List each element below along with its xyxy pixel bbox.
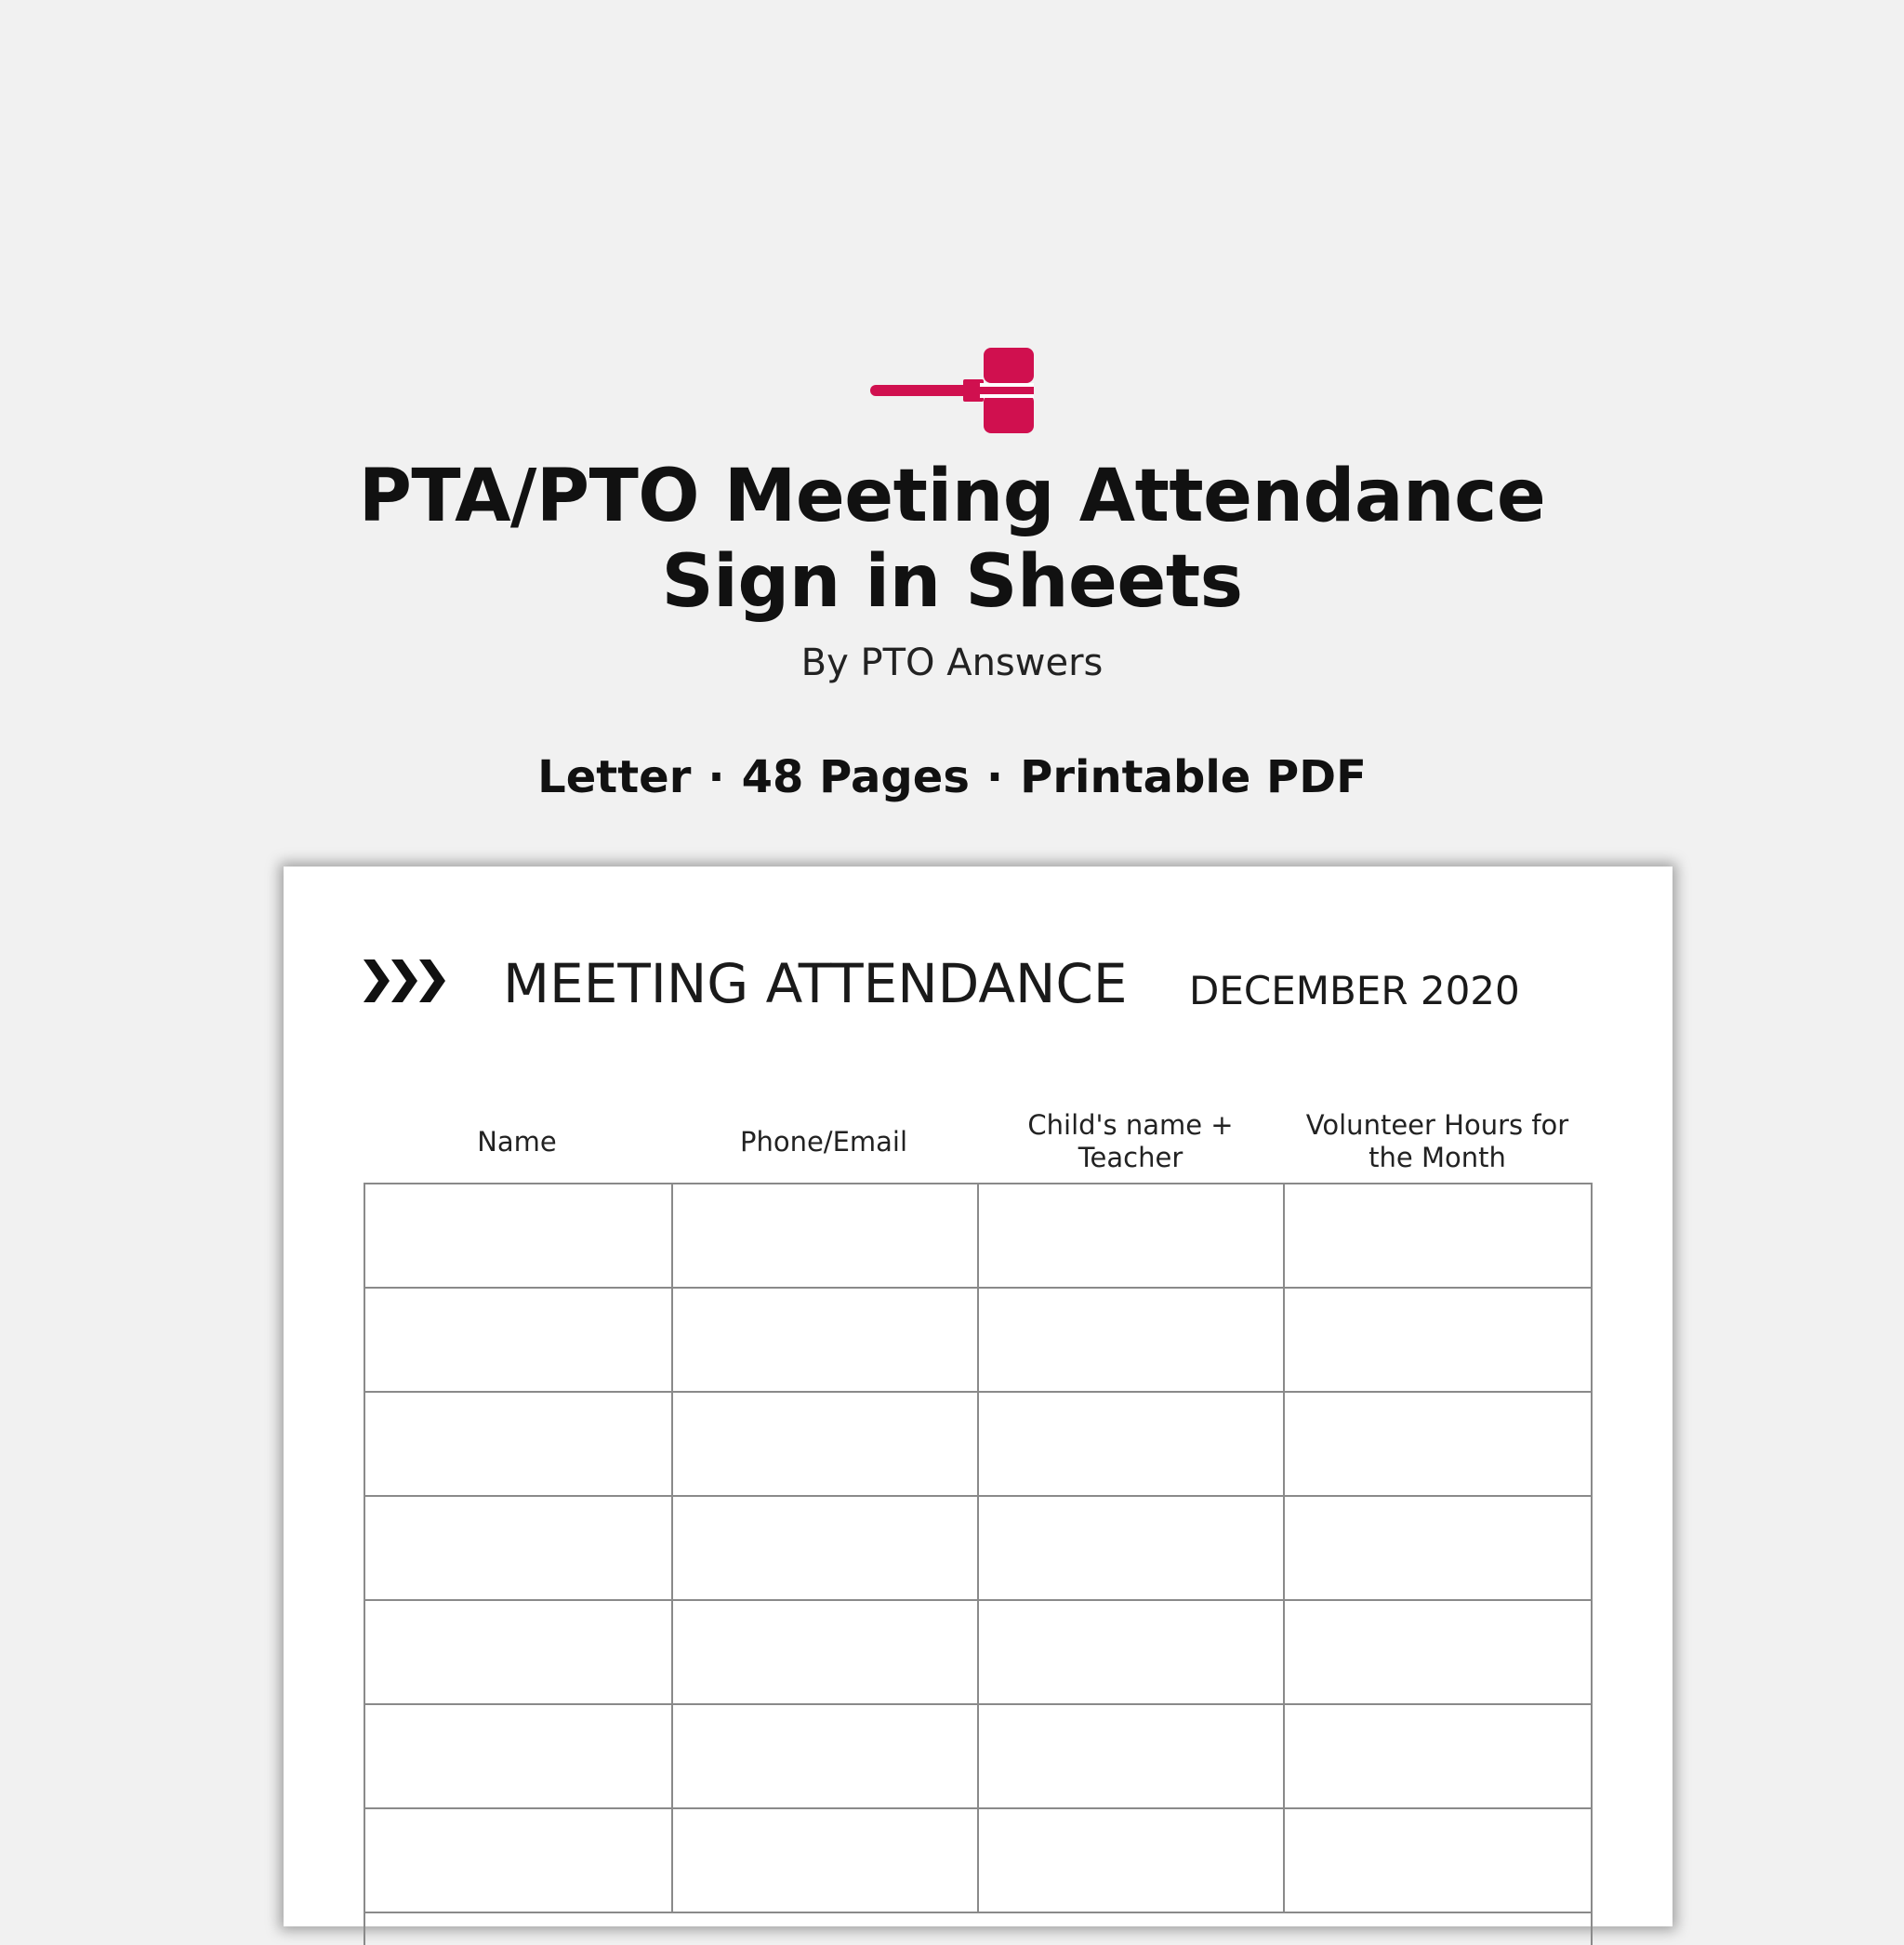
- table-cell: [1285, 1601, 1591, 1703]
- table-cell: [673, 1393, 979, 1495]
- table-row: [365, 1289, 1591, 1393]
- table-cell: [979, 1705, 1285, 1807]
- table-cell: [673, 1705, 979, 1807]
- table-cell: [979, 1393, 1285, 1495]
- table-cell: [365, 1393, 673, 1495]
- sheet-title: MEETING ATTENDANCE: [503, 952, 1128, 1015]
- column-header-volunteer-hours: Volunteer Hours for the Month: [1305, 1109, 1569, 1173]
- table-cell: [365, 1601, 673, 1703]
- table-row: [365, 1809, 1591, 1913]
- table-cell: [1285, 1184, 1591, 1287]
- table-cell: [673, 1809, 979, 1912]
- table-cell: [673, 1497, 979, 1599]
- table-cell: [1285, 1705, 1591, 1807]
- sheet-header: [364, 948, 1572, 1023]
- table-cell: [979, 1809, 1285, 1912]
- product-meta: [0, 751, 1904, 803]
- page-count: 48 Pages: [741, 751, 970, 803]
- table-cell: [1285, 1809, 1591, 1912]
- file-format: Printable PDF: [1020, 751, 1367, 803]
- gavel-icon: [870, 348, 1034, 433]
- sheet-month: DECEMBER 2020: [1189, 968, 1520, 1013]
- title-line-1: PTA/PTO Meeting Attendance: [358, 455, 1546, 538]
- column-header-name: Name: [477, 1125, 557, 1158]
- table-cell: [365, 1184, 673, 1287]
- table-cell: [365, 1705, 673, 1807]
- table-cell: [979, 1601, 1285, 1703]
- table-row: [365, 1601, 1591, 1705]
- paper-size: Letter: [537, 751, 692, 803]
- meta-separator: ·: [707, 751, 725, 803]
- table-row: [365, 1393, 1591, 1497]
- attendance-sheet-preview: [284, 867, 1673, 1926]
- column-header-phone-email: Phone/Email: [739, 1125, 908, 1158]
- table-cell: [1285, 1393, 1591, 1495]
- triple-chevron-icon: [364, 958, 453, 1004]
- author-byline: By PTO Answers: [800, 642, 1104, 684]
- table-cell: [979, 1184, 1285, 1287]
- table-cell: [979, 1497, 1285, 1599]
- table-cell: [1285, 1289, 1591, 1391]
- page-title: [0, 454, 1904, 625]
- table-cell: [365, 1809, 673, 1912]
- table-row: [365, 1705, 1591, 1809]
- table-cell: [1285, 1497, 1591, 1599]
- table-cell: [979, 1289, 1285, 1391]
- attendance-table: [364, 1183, 1593, 1945]
- column-header-child-teacher: Child's name + Teacher: [1027, 1109, 1234, 1173]
- table-cell: [365, 1497, 673, 1599]
- table-row: [365, 1184, 1591, 1289]
- table-row: [365, 1497, 1591, 1601]
- table-cell: [673, 1601, 979, 1703]
- table-cell: [673, 1289, 979, 1391]
- table-cell: [673, 1184, 979, 1287]
- meta-separator: ·: [985, 751, 1004, 803]
- table-cell: [365, 1289, 673, 1391]
- title-line-2: Sign in Sheets: [661, 540, 1243, 624]
